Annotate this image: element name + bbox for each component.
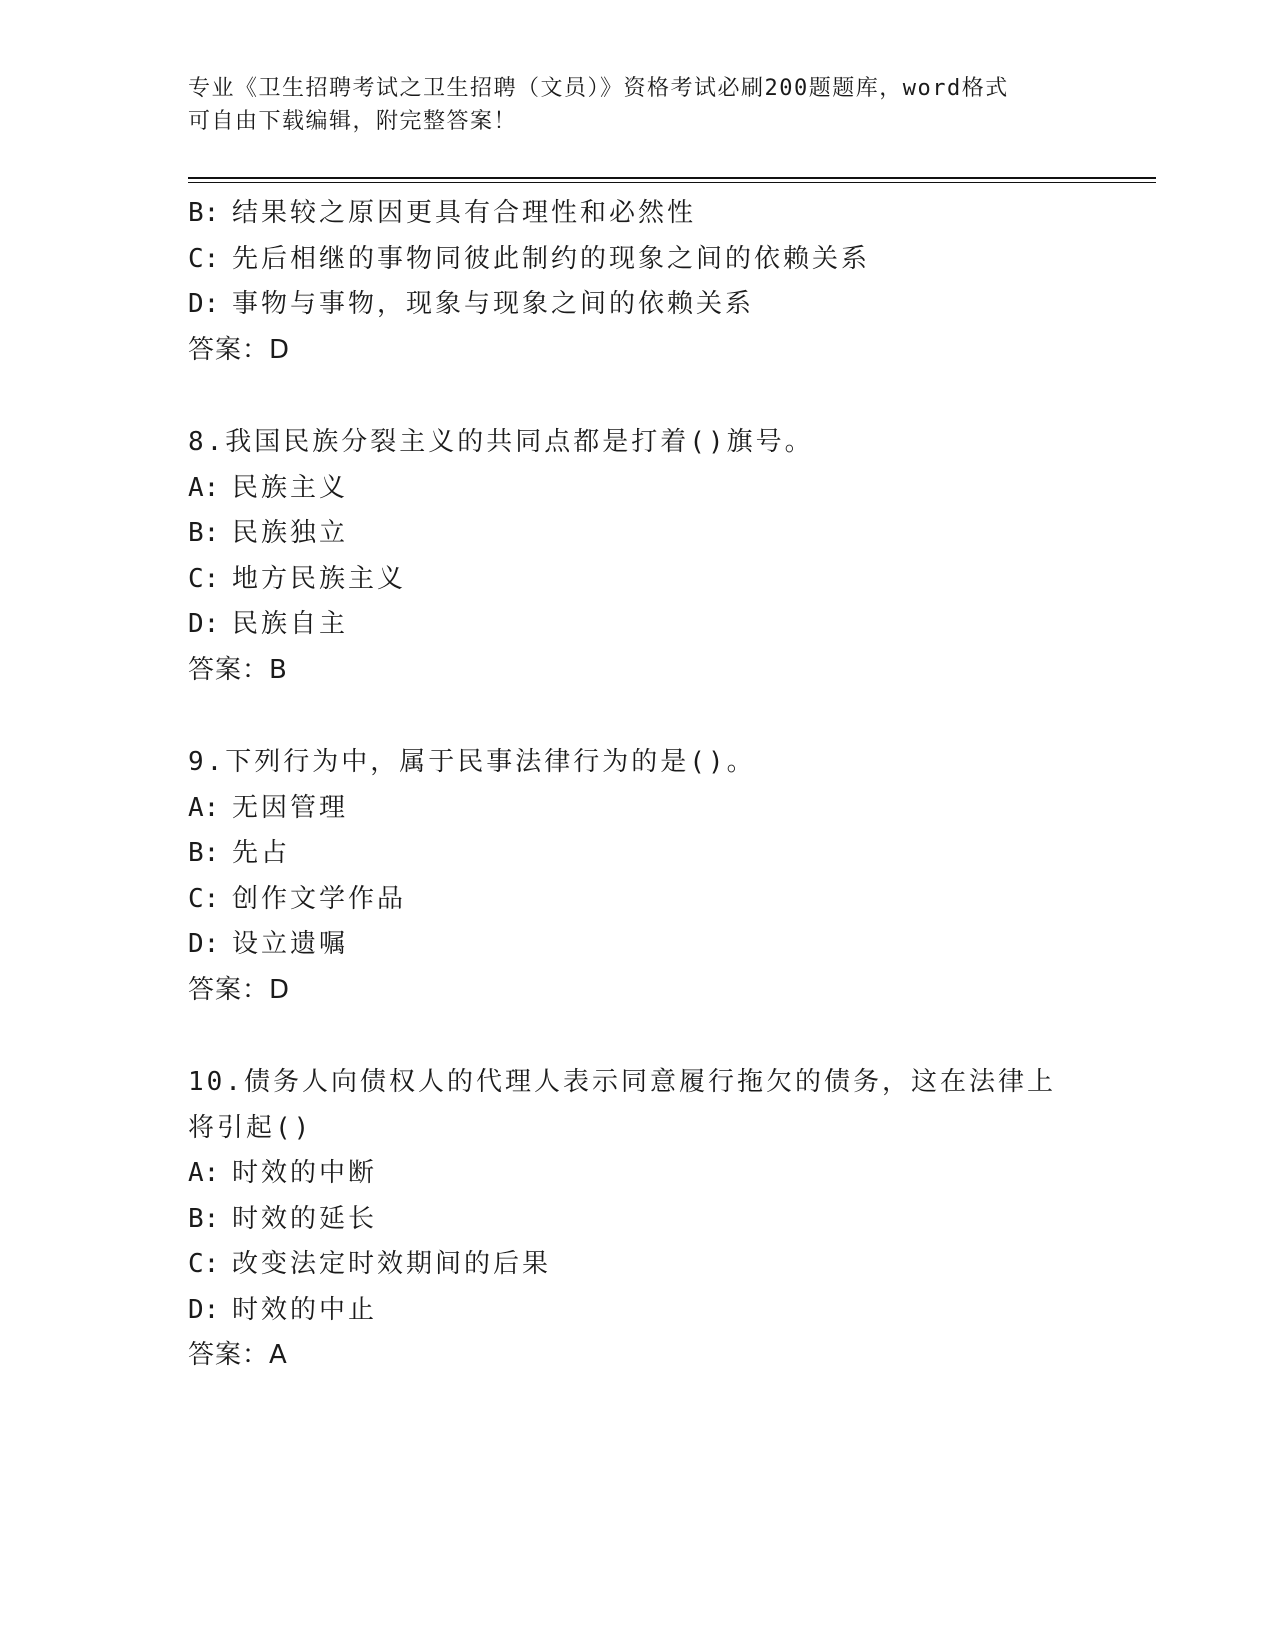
option-d	[188, 1288, 1088, 1334]
option-a	[188, 466, 1088, 512]
document-header	[188, 72, 1068, 138]
option-key: D:	[188, 929, 220, 959]
option-key: B:	[188, 1203, 220, 1234]
question-block-10	[188, 1060, 1088, 1379]
header-rule-thin	[188, 182, 1156, 183]
question-text: 9.下列行为中，属于民事法律行为的是()。	[188, 747, 756, 777]
option-d	[188, 922, 1088, 968]
option-text: 时效的延长	[232, 1203, 378, 1234]
question-block-7	[188, 191, 1088, 373]
header-rule-thick	[188, 177, 1156, 179]
header-line-2: 可自由下载编辑，附完整答案！	[188, 109, 518, 134]
option-text: 时效的中断	[232, 1158, 378, 1188]
option-text: 结果较之原因更具有合理性和必然性	[232, 198, 697, 228]
option-text: 民族独立	[232, 518, 349, 548]
option-text: 地方民族主义	[232, 563, 407, 594]
answer-line: 答案：D	[188, 334, 291, 365]
answer-line: 答案：B	[188, 654, 288, 685]
block-spacer	[188, 693, 1088, 740]
option-key: C:	[188, 1249, 220, 1279]
option-key: B:	[188, 518, 220, 548]
option-text: 无因管理	[232, 792, 349, 823]
option-key: A:	[188, 472, 220, 503]
block-spacer	[188, 373, 1088, 420]
question-block-8	[188, 420, 1088, 693]
question-text: 8.我国民族分裂主义的共同点都是打着()旗号。	[188, 427, 814, 457]
answer-line: 答案：D	[188, 974, 291, 1005]
option-key: A:	[188, 792, 220, 823]
option-b	[188, 511, 1088, 557]
option-key: C:	[188, 883, 220, 914]
option-key: B:	[188, 198, 220, 228]
answer-line: 答案：A	[188, 1340, 288, 1370]
option-a	[188, 1151, 1088, 1197]
option-c	[188, 237, 1088, 283]
option-d	[188, 602, 1088, 648]
option-key: A:	[188, 1158, 220, 1188]
option-key: D:	[188, 609, 220, 639]
question-block-9	[188, 740, 1088, 1013]
question-text: 10.债务人向债权人的代理人表示同意履行拖欠的债务，这在法律上将引起()	[188, 1067, 1056, 1143]
option-text: 先占	[232, 838, 291, 868]
option-b	[188, 831, 1088, 877]
option-text: 民族主义	[232, 472, 349, 503]
option-key: C:	[188, 243, 220, 274]
option-c	[188, 1242, 1088, 1288]
option-key: C:	[188, 563, 220, 594]
option-a	[188, 786, 1088, 832]
option-b	[188, 1197, 1088, 1243]
option-text: 时效的中止	[232, 1294, 378, 1325]
option-text: 事物与事物，现象与现象之间的依赖关系	[232, 289, 755, 319]
option-key: D:	[188, 1294, 220, 1325]
option-text: 民族自主	[232, 609, 349, 639]
option-d	[188, 282, 1088, 328]
block-spacer	[188, 1013, 1088, 1060]
option-c	[188, 877, 1088, 923]
option-b	[188, 191, 1088, 237]
option-text: 创作文学作品	[232, 883, 407, 914]
option-text: 先后相继的事物同彼此制约的现象之间的依赖关系	[232, 243, 871, 274]
question-list	[188, 191, 1088, 1379]
option-text: 改变法定时效期间的后果	[232, 1249, 552, 1279]
option-text: 设立遗嘱	[232, 929, 349, 959]
option-key: B:	[188, 838, 220, 868]
option-key: D:	[188, 289, 220, 319]
option-c	[188, 557, 1088, 603]
header-line-1: 专业《卫生招聘考试之卫生招聘（文员）》资格考试必刷200题题库，word格式	[188, 76, 1009, 101]
